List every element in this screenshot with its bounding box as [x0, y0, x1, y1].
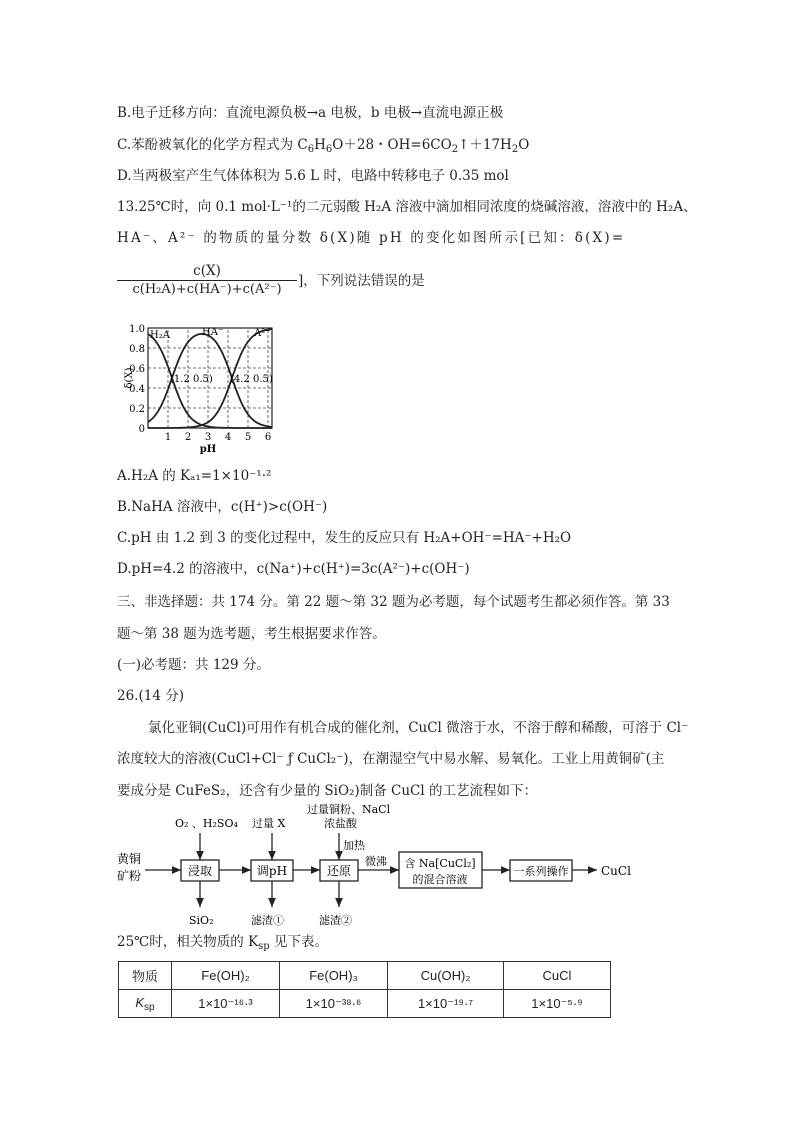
- x-tick-label: 6: [264, 432, 272, 443]
- section3-line2: 题～第 38 题为选考题，考生根据要求作答。: [117, 626, 386, 642]
- table-header-cell: Fe(OH)₂: [172, 962, 280, 990]
- x-tick-label: 1: [164, 432, 172, 443]
- option-d: D.当两极室产生气体体积为 5.6 L 时，电路中转移电子 0.35 mol: [117, 168, 509, 184]
- table-cell: 1×10⁻¹⁹·⁷: [388, 990, 504, 1018]
- y-axis-label: δ(X): [124, 367, 135, 389]
- flow-box-reduce-label: 还原: [326, 864, 352, 878]
- section3-line1: 三、非选择题：共 174 分。第 22 题～第 32 题为必考题，每个试题考生都必须作答。第 33: [117, 594, 670, 610]
- table-header-cell: 物质: [119, 962, 172, 990]
- q26-para-line2: 浓度较大的溶液(CuCl+Cl⁻ ƒ CuCl₂⁻)，在潮湿空气中易水解、易氧化。工业上用黄铜矿(主: [117, 751, 665, 767]
- fraction-numerator: c(X): [117, 262, 297, 281]
- flow-boil-label: 微沸: [365, 855, 387, 868]
- x-axis-label: pH: [199, 444, 217, 455]
- fraction-denominator: c(H₂A)+c(HA⁻)+c(A²⁻): [132, 282, 282, 297]
- q26-para-line1: 氯化亚铜(CuCl)可用作有机合成的催化剂，CuCl 微溶于水，不溶于醇和稀酸，可溶于 Cl⁻: [148, 720, 689, 736]
- series-label: HA⁻: [202, 327, 224, 338]
- q26-heading: 26.(14 分): [117, 688, 184, 704]
- table-cell: 1×10⁻³⁸·⁶: [280, 990, 388, 1018]
- option-c-eq-end: ↑＋17H: [458, 137, 512, 153]
- table-row: [119, 990, 611, 1018]
- flow-input-3b: 浓盐酸: [324, 817, 357, 830]
- q13-stem-line3: ]，下列说法错误的是: [298, 273, 425, 289]
- option-c-eq-o: O: [518, 137, 530, 153]
- flow-output-2: 滤渣①: [251, 914, 284, 927]
- y-tick-label: 0.6: [129, 364, 145, 375]
- table-header-cell: Fe(OH)₃: [280, 962, 388, 990]
- table-header-cell: Cu(OH)₂: [388, 962, 504, 990]
- table-cell: 1×10⁻⁵·⁹: [504, 990, 611, 1018]
- q13-option-a: A.H₂A 的 Kₐ₁=1×10⁻¹·²: [117, 468, 272, 484]
- flow-input-2: 过量 X: [252, 817, 286, 830]
- flow-output-1: SiO₂: [189, 914, 214, 927]
- ksp-table: [118, 961, 611, 1018]
- q13-stem-line2: HA⁻、A²⁻ 的物质的量分数 δ(X)随 pH 的变化如图所示[已知：δ(X)=: [117, 230, 626, 246]
- option-c-prefix: C.苯酚被氧化的化学方程式为 C: [117, 137, 308, 153]
- option-b: B.电子迁移方向：直流电源负极→a 电极，b 电极→直流电源正极: [117, 105, 504, 121]
- delta-ph-chart: [126, 320, 286, 460]
- table-header-cell: CuCl: [504, 962, 611, 990]
- y-tick-label: 0: [138, 424, 145, 435]
- x-tick-label: 2: [184, 432, 192, 443]
- y-tick-label: 0.4: [129, 384, 145, 395]
- q26-para-line3: 要成分是 CuFeS₂，还含有少量的 SiO₂)制备 CuCl 的工艺流程如下：: [117, 783, 537, 799]
- flow-input-3a: 过量铜粉、NaCl: [307, 803, 391, 816]
- flow-end-product: CuCl: [601, 864, 631, 878]
- y-tick-label: 0.2: [129, 404, 145, 415]
- chart-labels: [124, 324, 273, 455]
- flow-box-adjust-ph-label: 调pH: [256, 864, 288, 878]
- x-tick-label: 4: [224, 432, 232, 443]
- table-intro-text: 25℃时，相关物质的 K: [117, 934, 259, 950]
- option-c: C.苯酚被氧化的化学方程式为 $C_6H_6O+28$・$OH=6CO_2↑+17H_2O$: [117, 137, 530, 155]
- table-row-label: $K_{sp}$: [119, 990, 172, 1018]
- flow-start-1: 黄铜: [117, 852, 142, 866]
- process-flow-diagram: [117, 803, 677, 931]
- q13-option-b: B.NaHA 溶液中，c(H⁺)>c(OH⁻): [117, 499, 328, 515]
- flow-box-mixed-solution-line2: 的混合溶液: [412, 873, 468, 886]
- table-intro: 25℃时，相关物质的 $K_{sp}$ 见下表。: [117, 934, 329, 952]
- flow-heat-label: 加热: [343, 839, 365, 852]
- flow-box-leach-label: 浸取: [187, 864, 213, 878]
- flow-start-2: 矿粉: [117, 869, 142, 883]
- q13-stem-line1: 13.25℃时，向 0.1 mol·L⁻¹的二元弱酸 H₂A 溶液中滴加相同浓度的烧碱溶液，溶液中的 H₂A、: [117, 199, 697, 215]
- delta-fraction: [117, 262, 297, 299]
- series-label: H₂A: [150, 330, 170, 341]
- flow-box-operations-label: 一系列操作: [513, 865, 569, 878]
- flow-output-3: 滤渣②: [319, 914, 352, 927]
- point-annotation: (1.2 0.5): [170, 374, 213, 385]
- flow-input-1: O₂ 、H₂SO₄: [175, 817, 238, 830]
- x-tick-label: 3: [204, 432, 212, 443]
- table-cell: 1×10⁻¹⁶·³: [172, 990, 280, 1018]
- required-heading: (一)必考题：共 129 分。: [117, 657, 270, 673]
- table-header-row: [119, 962, 611, 990]
- q13-option-d: D.pH=4.2 的溶液中，c(Na⁺)+c(H⁺)=3c(A²⁻)+c(OH⁻): [117, 561, 470, 577]
- series-label: A²⁻: [254, 328, 271, 339]
- q13-option-c: C.pH 由 1.2 到 3 的变化过程中，发生的反应只有 H₂A+OH⁻=HA⁻+H₂O: [117, 530, 572, 546]
- y-tick-label: 0.8: [129, 344, 145, 355]
- x-tick-label: 5: [244, 432, 252, 443]
- point-annotation: (4.2 0.5): [230, 374, 273, 385]
- y-tick-label: 1.0: [129, 324, 145, 335]
- flow-box-mixed-solution-line1: 含 Na[CuCl₂]: [404, 857, 476, 870]
- option-c-eq: O＋28・OH=6CO: [332, 137, 452, 153]
